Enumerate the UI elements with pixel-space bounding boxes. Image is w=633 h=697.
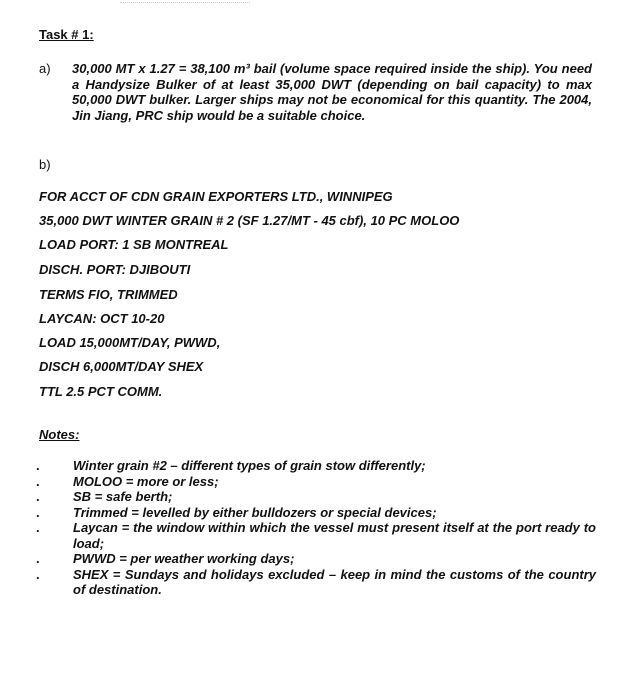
bullet-dot-icon — [36, 505, 40, 521]
fixture-line-laycan: LAYCAN: OCT 10-20 — [39, 311, 165, 326]
bullet-dot-icon — [36, 551, 40, 567]
note-item — [36, 505, 596, 521]
note-item — [36, 567, 596, 598]
note-text: Trimmed = levelled by either bulldozers or special devices; — [73, 504, 437, 520]
note-text: MOLOO = more or less; — [73, 473, 219, 489]
notes-list — [36, 458, 596, 598]
fixture-line-load-rate: LOAD 15,000MT/DAY, PWWD, — [39, 335, 221, 350]
fixture-line-account: FOR ACCT OF CDN GRAIN EXPORTERS LTD., WINNIPEG — [39, 189, 393, 204]
note-item — [36, 551, 596, 567]
note-text: Winter grain #2 – different types of grain stow differently; — [73, 458, 426, 473]
notes-title: Notes: — [39, 427, 80, 442]
section-a-paragraph: 30,000 MT x 1.27 = 38,100 m³ bail (volume space required inside the ship). You need a Handysize Bulker of at least 35,000 DWT (depending on bail capacity) to max 50,000 DWT bulker. Larger ships may not be economical for this quantity. The 2004, Jin Jiang, PRC ship would be a suitable choice. — [72, 61, 592, 123]
top-cut-line — [120, 0, 250, 3]
bullet-dot-icon — [36, 474, 40, 490]
bullet-dot-icon — [36, 567, 40, 583]
bullet-dot-icon — [36, 458, 40, 474]
note-item — [36, 458, 596, 474]
note-item — [36, 489, 596, 505]
note-item — [36, 474, 596, 490]
fixture-line-terms: TERMS FIO, TRIMMED — [39, 287, 178, 302]
fixture-line-disch-port: DISCH. PORT: DJIBOUTI — [39, 262, 191, 277]
bullet-dot-icon — [36, 489, 40, 505]
section-a-label: a) — [39, 61, 51, 76]
task-title: Task # 1: — [39, 27, 94, 42]
bullet-dot-icon — [36, 520, 40, 536]
note-text: SB = safe berth; — [73, 489, 173, 504]
section-b-label: b) — [39, 157, 51, 172]
note-item — [36, 520, 596, 551]
note-text: SHEX = Sundays and holidays excluded – keep in mind the customs of the country of destination. — [73, 566, 596, 597]
fixture-line-cargo: 35,000 DWT WINTER GRAIN # 2 (SF 1.27/MT - 45 cbf), 10 PC MOLOO — [39, 213, 460, 228]
fixture-line-load-port: LOAD PORT: 1 SB MONTREAL — [39, 237, 229, 252]
fixture-line-commission: TTL 2.5 PCT COMM. — [39, 384, 163, 399]
fixture-line-disch-rate: DISCH 6,000MT/DAY SHEX — [39, 359, 204, 374]
note-text: PWWD = per weather working days; — [73, 551, 295, 566]
note-text: Laycan = the window within which the vessel must present itself at the port ready to load; — [73, 520, 596, 551]
